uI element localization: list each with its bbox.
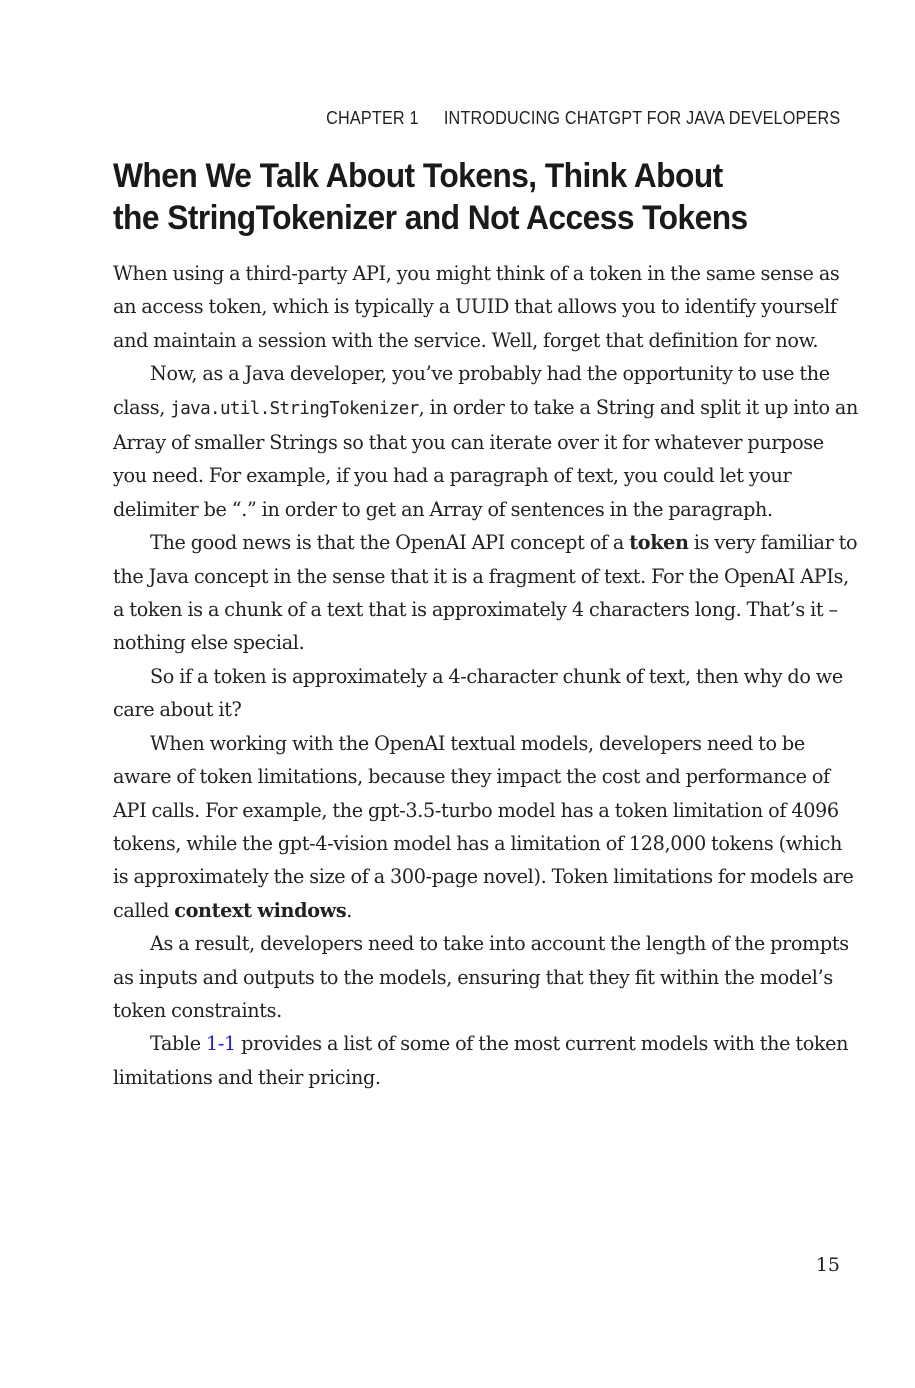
paragraph-6 [113,927,858,1027]
table-1-1-link[interactable]: 1-1 [206,1032,236,1056]
section-title-line-1: When We Talk About Tokens, Think About [113,157,723,195]
term-token: token [629,531,689,555]
paragraph-5-text-after-term: . [346,898,353,922]
paragraph-7 [113,1027,858,1094]
paragraph-7-text-after-link: provides a list of some of the most current models with the token limitations and their pricing. [113,1032,849,1089]
paragraph-5 [113,727,858,927]
paragraph-3-text-before-term: The good news is that the OpenAI API concept of a [150,531,630,555]
page-number: 15 [815,1254,840,1276]
chapter-label: CHAPTER 1 [325,108,419,128]
term-context-windows: context windows [174,898,347,922]
paragraph-3-text-after-term: is very familiar to the Java concept in the sense that it is a fragment of text. For the OpenAI APIs, a token is a chunk of a text that is approximately 4 characters long. That’s it – nothing else special. [113,531,858,655]
running-header [326,108,840,129]
chapter-title: INTRODUCING CHATGPT FOR JAVA DEVELOPERS [443,108,840,128]
paragraph-4 [113,660,858,727]
paragraph-7-text-before-link: Table [150,1032,207,1056]
body-text [113,257,858,1094]
inline-code-stringtokenizer: java.util.StringTokenizer [170,398,419,419]
paragraph-2 [113,357,858,526]
paragraph-2-text-after-code: , in order to take a String and split it up into an Array of smaller Strings so that you can iterate over it for whatever purpose you need. For example, if you had a paragraph of text, you could let your delimiter be “.” in order to get an Array of sentences in the paragraph. [113,395,859,521]
section-title [113,155,794,239]
paragraph-1 [113,257,858,357]
paragraph-6-text: As a result, developers need to take into account the length of the prompts as inputs and outputs to the models, ensuring that they fit within the model’s token constraints. [113,932,849,1022]
paragraph-3 [113,526,858,660]
section-title-line-2: the StringTokenizer and Not Access Tokens [113,199,748,237]
paragraph-4-text: So if a token is approximately a 4-character chunk of text, then why do we care about it? [113,664,843,722]
paragraph-1-text: When using a third-party API, you might think of a token in the same sense as an access token, which is typically a UUID that allows you to identify yourself and maintain a session with the service. Well, forget that definition for now. [113,262,840,352]
paragraph-5-text-before-term: When working with the OpenAI textual models, developers need to be aware of token limitations, because they impact the cost and performance of API calls. For example, the gpt-3.5-turbo model has a token limitation of 4096 tokens, while the gpt-4-vision model has a limitation of 128,000 tokens (which is approximately the size of a 300-page novel). Token limitations for models are called [113,731,854,922]
paragraph-2-text-before-code: Now, as a Java developer, you’ve probably had the opportunity to use the class, [113,362,830,419]
